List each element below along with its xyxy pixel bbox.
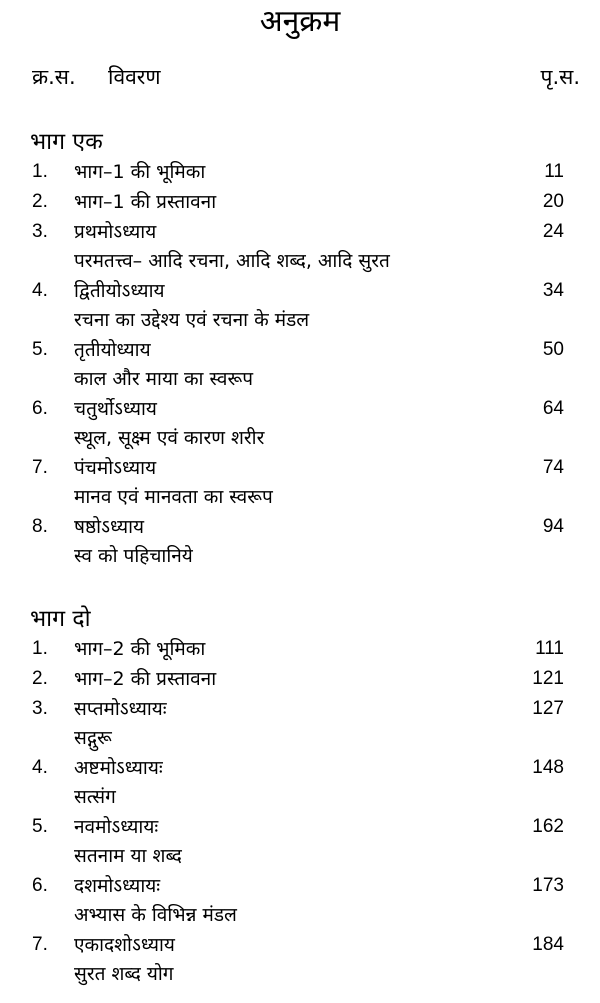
entry-page: 148 [532,757,564,778]
part-heading: भाग दो [30,606,91,632]
entry-title: नवमोऽध्यायः [74,816,159,838]
entry-page: 121 [532,668,564,689]
entry-number: 6. [32,875,48,896]
entry-title: तृतीयोध्याय [74,339,151,361]
entry-subtitle: मानव एवं मानवता का स्वरूप [74,486,273,508]
serial-column-header: क्र.स. [32,65,76,89]
entry-page: 173 [532,875,564,896]
entry-subtitle: स्व को पहिचानिये [74,545,193,567]
entry-subtitle: सद्गुरू [74,727,112,749]
entry-subtitle: काल और माया का स्वरूप [74,368,254,390]
entry-title: भाग–1 की भूमिका [74,161,206,183]
entry-subtitle: परमतत्त्व– आदि रचना, आदि शब्द, आदि सुरत [74,250,390,272]
entry-number: 3. [32,698,48,719]
entry-title: दशमोऽध्यायः [74,875,161,897]
entry-page: 111 [535,638,564,659]
part-one-section [0,127,600,571]
entry-title: पंचमोऽध्याय [74,457,157,479]
entry-number: 1. [32,638,48,659]
entry-page: 11 [544,161,564,182]
entry-page: 184 [532,934,564,955]
toc-entry[interactable] [0,694,600,724]
toc-entry[interactable] [0,217,600,247]
toc-entry[interactable] [0,512,600,542]
entry-number: 2. [32,191,48,212]
entry-number: 4. [32,280,48,301]
toc-entry[interactable] [0,453,600,483]
entry-subtitle: रचना का उद्देश्य एवं रचना के मंडल [74,309,310,331]
entry-page: 24 [542,221,564,242]
description-column-header: विवरण [108,65,161,89]
entry-title: प्रथमोऽध्याय [74,221,157,243]
toc-entry[interactable] [0,187,600,217]
entry-number: 8. [32,516,48,537]
toc-entry[interactable] [0,812,600,842]
entry-page: 94 [542,516,564,537]
entry-subtitle: सत्संग [74,786,116,808]
entry-number: 7. [32,934,48,955]
entry-number: 2. [32,668,48,689]
toc-entry[interactable] [0,157,600,187]
entry-subtitle: सतनाम या शब्द [74,845,182,867]
entry-title: षष्ठोऽध्याय [74,516,145,538]
toc-entry[interactable] [0,871,600,901]
entry-title: एकादशोऽध्याय [74,934,175,956]
entry-title: भाग–2 की भूमिका [74,638,206,660]
toc-entry[interactable] [0,930,600,960]
page-title: अनुक्रम [259,4,341,39]
toc-entry[interactable] [0,664,600,694]
entry-page: 74 [542,457,564,478]
entry-number: 3. [32,221,48,242]
page-column-header: पृ.स. [540,65,580,89]
entry-page: 34 [542,280,564,301]
entry-title: अष्टमोऽध्यायः [74,757,163,779]
entry-subtitle: अभ्यास के विभिन्न मंडल [74,904,237,926]
entry-number: 5. [32,339,48,360]
entry-subtitle: स्थूल, सूक्ष्म एवं कारण शरीर [74,427,265,449]
entry-title: चतुर्थोऽध्याय [74,398,157,420]
contents-header [0,60,600,94]
entry-subtitle: सुरत शब्द योग [74,963,174,985]
part-two-section [0,604,600,989]
entry-page: 162 [532,816,564,837]
entry-page: 64 [542,398,564,419]
entry-title: भाग–2 की प्रस्तावना [74,668,217,690]
entry-number: 4. [32,757,48,778]
toc-entry[interactable] [0,276,600,306]
toc-entry[interactable] [0,335,600,365]
entry-number: 7. [32,457,48,478]
entry-page: 20 [542,191,564,212]
entry-number: 5. [32,816,48,837]
entry-page: 50 [542,339,564,360]
part-heading: भाग एक [30,129,103,155]
toc-entry[interactable] [0,634,600,664]
entry-title: सप्तमोऽध्यायः [74,698,167,720]
entry-page: 127 [532,698,564,719]
entry-title: द्वितीयोऽध्याय [74,280,165,302]
entry-number: 1. [32,161,48,182]
entry-number: 6. [32,398,48,419]
toc-entry[interactable] [0,394,600,424]
entry-title: भाग–1 की प्रस्तावना [74,191,217,213]
toc-entry[interactable] [0,753,600,783]
